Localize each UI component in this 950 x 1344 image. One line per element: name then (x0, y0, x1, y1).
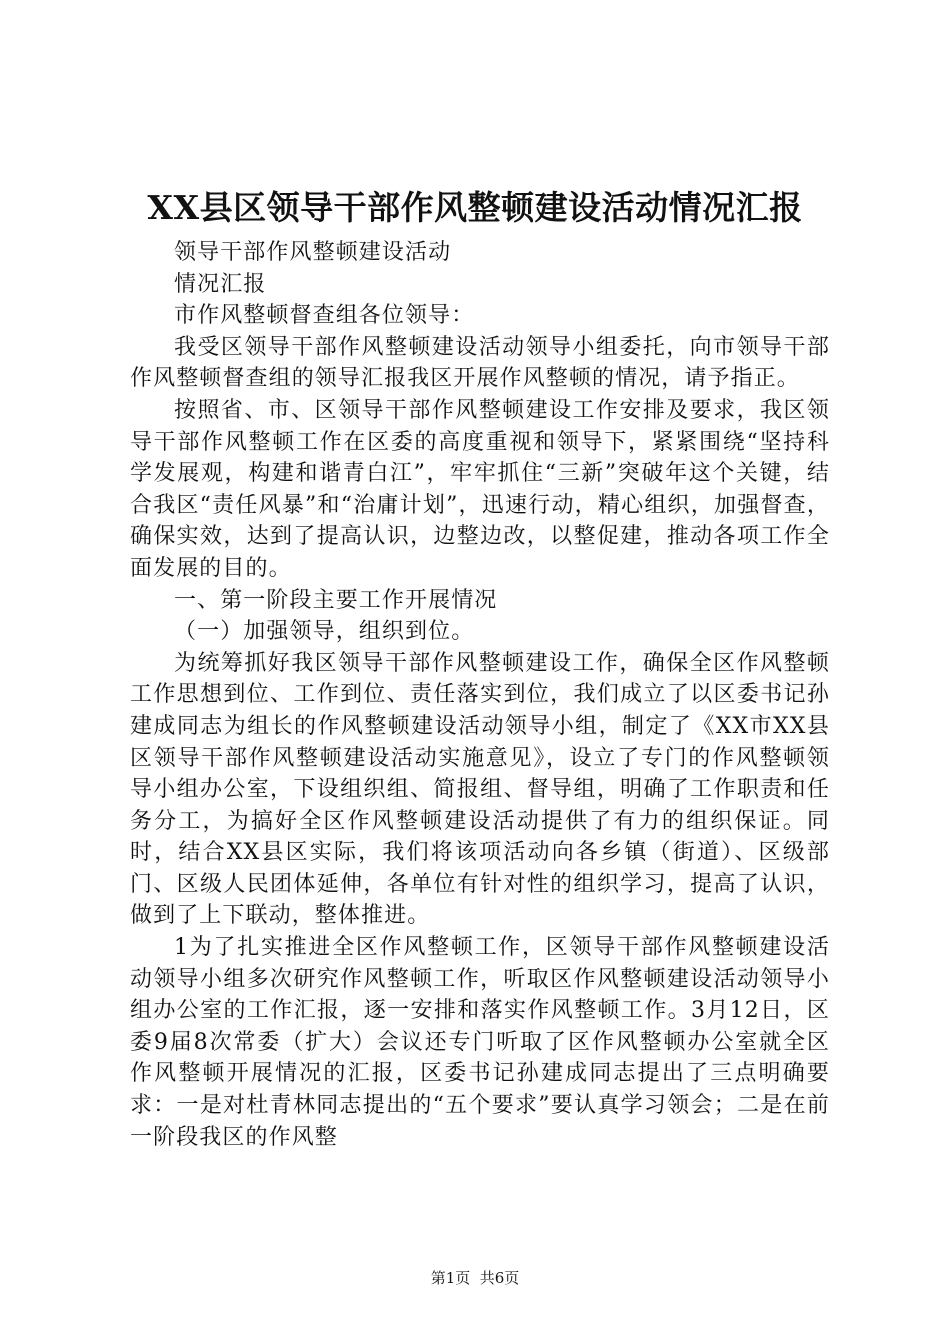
document-title: XX县区领导干部作风整顿建设活动情况汇报 (147, 188, 803, 227)
paragraph-subtitle-1: 领导干部作风整顿建设活动 (174, 240, 452, 265)
page-footer: 第1页 共6页 (430, 1269, 520, 1287)
subsection-heading: （一）加强领导，组织到位。 (174, 619, 475, 645)
section-heading: 一、第一阶段主要工作开展情况 (174, 587, 498, 613)
paragraph-intro: 我受区领导干部作风整顿建设活动领导小组委托，向市领导干部作风整顿督查组的领导汇报我区开展作风整顿的情况，请予指正。 (130, 334, 830, 392)
paragraph-salutation: 市作风整顿督查组各位领导： (174, 303, 475, 329)
paragraph-organization: 为统筹抓好我区领导干部作风整顿建设工作，确保全区作风整顿工作思想到位、工作到位、责任落实到位，我们成立了以区委书记孙建成同志为组长的作风整顿建设活动领导小组，制定了《XX市XX县区领导干部作风整顿建设活动实施意见》，设立了专门的作风整顿领导小组办公室，下设组织组、简报组、督导组，明确了工作职责和任务分工，为搞好全区作风整顿建设活动提供了有力的组织保证。同时，结合XX县区实际，我们将该项活动向各乡镇（街道）、区级部门、区级人民团体延伸，各单位有针对性的组织学习，提高了认识，做到了上下联动，整体推进。 (130, 650, 830, 929)
paragraph-subtitle-2: 情况汇报 (174, 271, 267, 297)
document-body (130, 237, 830, 1153)
paragraph-overview: 按照省、市、区领导干部作风整顿建设工作安排及要求，我区领导干部作风整顿工作在区委的高度重视和领导下，紧紧围绕“坚持科学发展观，构建和谐青白江”，牢牢抓住“三新”突破年这个关键，结合我区“责任风暴”和“治庸计划”，迅速行动，精心组织，加强督查，确保实效，达到了提高认识，边整边改，以整促建，推动各项工作全面发展的目的。 (130, 397, 830, 581)
paragraph-item-1: 1为了扎实推进全区作风整顿工作，区领导干部作风整顿建设活动领导小组多次研究作风整顿工作，听取区作风整顿建设活动领导小组办公室的工作汇报，逐一安排和落实作风整顿工作。3月12日，区委9届8次常委（扩大）会议还专门听取了区作风整顿办公室就全区作风整顿开展情况的汇报，区委书记孙建成同志提出了三点明确要求：一是对杜青林同志提出的“五个要求”要认真学习领会；二是在前一阶段我区的作风整 (130, 935, 830, 1150)
